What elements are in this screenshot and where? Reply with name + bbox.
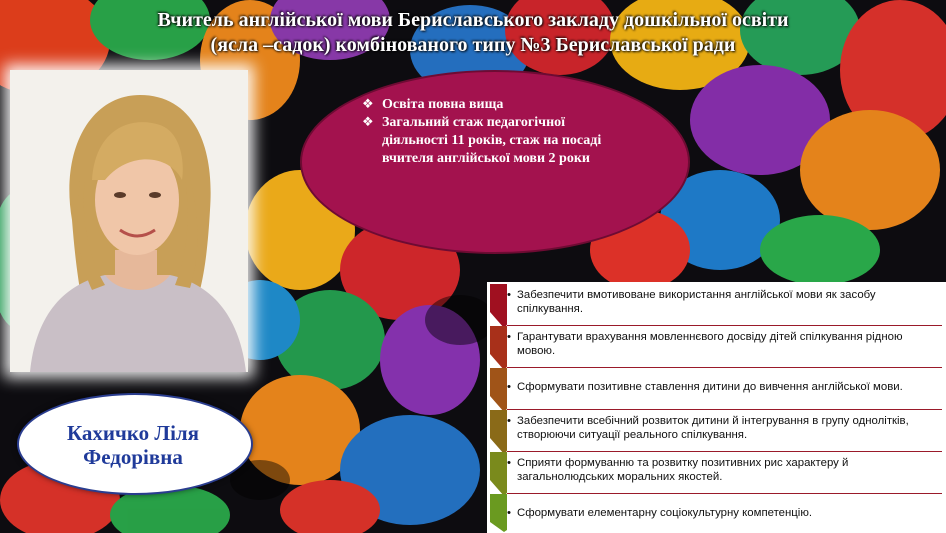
name-line-1: Кахичко Ліля	[66, 421, 200, 445]
goal-text: Сприяти формуванню та розвитку позитивних рис характеру й загальнолюдських моральних якостей.	[517, 457, 849, 483]
title-line-1: Вчитель англійської мови Бериславського закладу дошкільної освіти	[157, 9, 789, 31]
goal-text: Забезпечити вмотивоване використання англійської мови як засобу спілкування.	[517, 289, 876, 315]
teacher-photo	[10, 70, 248, 372]
title-line-2: (ясла –садок) комбінованого типу №3 Бериславської ради	[210, 34, 736, 56]
name-line-2: Федорівна	[83, 445, 183, 469]
goal-item-5: • Сприяти формуванню та розвитку позитивних рис характеру й загальнолюдських моральних якостей.	[487, 452, 946, 494]
goal-item-2: • Гарантувати врахування мовленнєвого досвіду дітей спілкування рідною мовою.	[487, 326, 946, 368]
diamond-bullet-icon: ❖	[362, 115, 374, 130]
slide-title	[20, 8, 926, 58]
diamond-bullet-icon: ❖	[362, 97, 374, 112]
goal-text: Гарантувати врахування мовленнєвого досвіду дітей спілкування рідною мовою.	[517, 331, 903, 357]
portrait-image	[10, 70, 248, 372]
goal-text: Сформувати позитивне ставлення дитини до вивчення англійської мови.	[517, 381, 903, 393]
teacher-name	[17, 421, 249, 469]
info-item-education	[362, 96, 632, 114]
goal-item-4: • Забезпечити всебічний розвиток дитини й інтегрування в групу однолітків, створюючи ситуації реального спілкування.	[487, 410, 946, 452]
goals-panel	[487, 282, 946, 533]
goal-item-3: • Сформувати позитивне ставлення дитини до вивчення англійської мови.	[487, 368, 946, 410]
info-item-text: Загальний стаж педагогічної діяльності 11 років, стаж на посаді вчителя англійської мови 2 роки	[382, 115, 602, 166]
info-item-experience	[362, 114, 632, 168]
goal-item-6: • Сформувати елементарну соціокультурну компетенцію.	[487, 494, 946, 533]
goal-item-1: • Забезпечити вмотивоване використання англійської мови як засобу спілкування.	[487, 284, 946, 326]
info-list	[362, 96, 632, 168]
goal-text: Сформувати елементарну соціокультурну компетенцію.	[517, 507, 813, 519]
info-item-text: Освіта повна вища	[382, 97, 504, 112]
goal-text: Забезпечити всебічний розвиток дитини й інтегрування в групу однолітків, створюючи ситуації реального спілкування.	[517, 415, 909, 441]
